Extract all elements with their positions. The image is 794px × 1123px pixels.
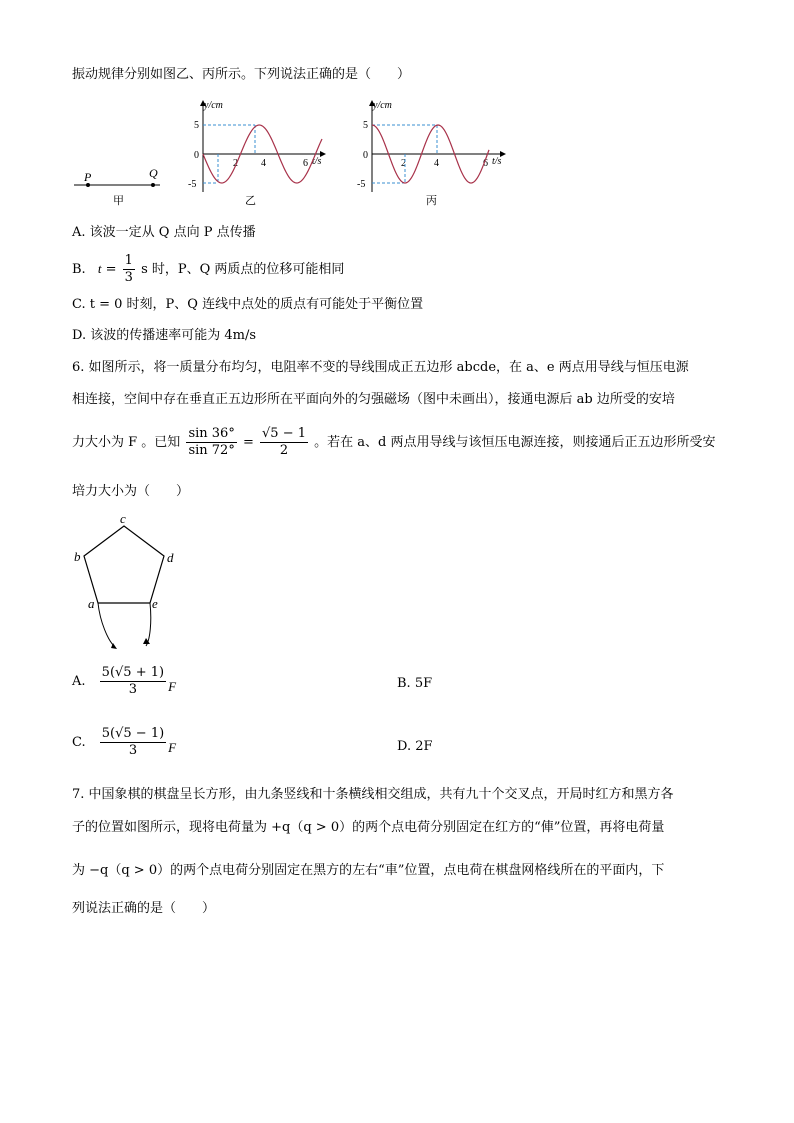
yi-y-bottom: -5 [188,179,197,190]
yi-x-tick-6: 6 [303,158,308,169]
figure-yi [180,96,330,211]
bing-y-top: 5 [363,120,368,131]
bing-ylabel: y/cm [373,100,392,111]
q6-opt-c-label: C. [72,735,86,750]
yi-x-tick-4: 4 [261,158,266,169]
q5-b-fraction [123,253,135,286]
q5-option-a: A. 该波一定从 Q 点向 P 点传播 [72,225,256,240]
figure-bing [350,96,510,211]
root-fraction [260,426,308,459]
q5-option-c: C. t = 0 时刻，P、Q 连线中点处的质点有可能处于平衡位置 [72,297,424,312]
sin-num: sin 36° [188,426,235,441]
q7-line-2: 子的位置如图所示，现将电荷量为 +q（q > 0）的两个点电荷分别固定在红方的“俥”位置，再将电荷量 [72,820,665,835]
vertex-a: a [88,596,95,611]
caption-yi: 乙 [245,195,256,207]
sin-den: sin 72° [188,443,235,458]
bing-x-tick-2: 2 [401,158,406,169]
bing-x-tick-6: 6 [483,158,488,169]
q6-option-a [72,665,176,698]
q6-opt-a-num: 5(√5 + 1) [101,665,165,680]
q5-option-d: D. 该波的传播速率可能为 4m/s [72,328,257,343]
q6-opt-c-fraction [100,726,166,759]
vertex-e: e [152,596,158,611]
yi-x-tick-2: 2 [233,158,238,169]
root-num: √5 − 1 [262,426,306,441]
yi-y-top: 5 [194,120,199,131]
yi-y-zero: 0 [194,150,199,161]
q6-opt-a-var: F [168,679,177,694]
q6-opt-c-den: 3 [128,743,138,758]
q6-opt-c-num: 5(√5 − 1) [101,726,165,741]
yi-ylabel: y/cm [204,100,223,111]
q5-b-eq: = [105,262,117,277]
q7-line-1: 7. 中国象棋的棋盘呈长方形，由九条竖线和十条横线相交组成，共有九十个交叉点，开局时红方和黑方各 [72,787,674,802]
bing-xlabel: t/s [492,156,502,167]
point-q [151,183,155,187]
caption-bing: 丙 [426,195,437,207]
q5-b-rest: s 时，P、Q 两质点的位移可能相同 [141,262,345,277]
q5-b-den: 3 [124,270,133,285]
q6-line-1: 6. 如图所示，将一质量分布均匀，电阻率不变的导线围成正五边形 abcde，在 a、e 两点用导线与恒压电源 [72,360,689,375]
sin-fraction [186,426,236,459]
q6-option-b: B. 5F [397,676,433,691]
caption-jia: 甲 [113,195,124,207]
q6-line-4: 培力大小为（ ） [72,484,190,499]
label-p: P [84,170,92,184]
bing-x-tick-4: 4 [434,158,439,169]
bing-y-zero: 0 [363,150,368,161]
q6-line-3-post: 。若在 a、d 两点用导线与该恒压电源连接，则接通后正五边形所受安 [314,435,716,450]
q5-b-num: 1 [124,253,133,268]
q5-b-t: t [97,261,102,276]
q6-opt-a-den: 3 [128,682,138,697]
q6-opt-a-label: A. [72,674,86,689]
bing-y-bottom: -5 [357,179,366,190]
q7-line-3: 为 −q（q > 0）的两个点电荷分别固定在黑方的左右“車”位置，点电荷在棋盘网格线所在的平面内，下 [72,863,665,878]
label-q: Q [149,166,158,180]
wire-a [98,603,114,646]
q6-line-3 [72,423,715,463]
pentagon-figure [70,510,190,655]
q6-line-3-pre: 力大小为 F 。已知 [72,435,181,450]
q6-option-c [72,726,176,759]
q6-option-d: D. 2F [397,739,433,754]
q6-opt-a-fraction [100,665,166,698]
q6-eq: = [242,435,254,450]
root-den: 2 [279,443,289,458]
q5-b-prefix: B. [72,262,86,277]
q6-opt-c-var: F [168,740,177,755]
q6-line-2: 相连接，空间中存在垂直正五边形所在平面向外的匀强磁场（图中未画出），接通电源后 ab 边所受的安培 [72,392,675,407]
q7-line-4: 列说法正确的是（ ） [72,901,216,916]
intro-text: 振动规律分别如图乙、丙所示。下列说法正确的是（ ） [72,67,411,82]
pentagon [84,526,164,603]
yi-xlabel: t/s [312,156,322,167]
vertex-b: b [74,549,81,564]
vertex-d: d [167,550,174,565]
figure-jia [68,160,168,210]
vertex-c: c [120,511,126,526]
q5-option-b [72,252,344,287]
